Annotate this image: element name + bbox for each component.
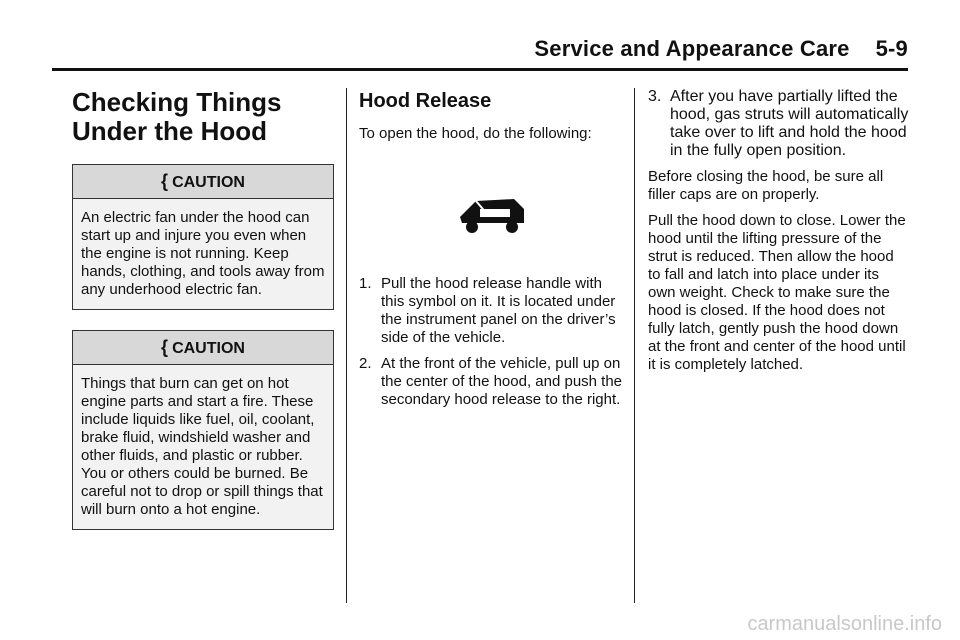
right-column (648, 88, 910, 382)
caution-header-1 (73, 165, 333, 199)
header-rule (52, 68, 908, 71)
left-column (72, 88, 334, 530)
paragraph-filler-caps: Before closing the hood, be sure all filler caps are on properly. (648, 168, 884, 203)
caution-label: CAUTION (172, 340, 245, 357)
list-item: 1. Pull the hood release handle with this symbol on it. It is located under the instrument panel on the driver’s side of the vehicle. (359, 275, 616, 346)
list-item: 2. At the front of the vehicle, pull up on the center of the hood, and push the secondary hood release to the right. (359, 355, 623, 408)
caution-box-2 (72, 330, 334, 530)
section-title: Service and Appearance Care (534, 36, 850, 61)
watermark: carmanualsonline.info (747, 613, 942, 635)
caution-text-2: Things that burn can get on hot engine parts and start a fire. These include liquids like fuel, oil, coolant, brake fluid, windshield washer and other fluids, and plastic or rubber. You or others could be burned. Be careful not to drop or spill things that will burn onto a hot engine. (81, 375, 323, 518)
section-heading: Hood Release (359, 90, 492, 112)
middle-column (359, 88, 624, 417)
caution-icon: { (161, 337, 169, 357)
hood-release-icon (359, 195, 624, 235)
list-item: 3. After you have partially lifted the hood, gas struts will automatically take over to lift and hold the hood in the fully open position. (648, 88, 909, 159)
column-divider-1 (346, 88, 347, 603)
title-line-2: Under the Hood (72, 116, 267, 146)
caution-body-1 (73, 199, 333, 309)
page-number: 5-9 (875, 36, 908, 61)
caution-icon: { (161, 171, 169, 191)
caution-label: CAUTION (172, 174, 245, 191)
caution-box-1 (72, 164, 334, 310)
paragraph-close-hood: Pull the hood down to close. Lower the hood until the lifting pressure of the strut is reduced. Then allow the hood to fall and latch into place under its own weight. Check to make sure the hood is closed. If the hood does not fully latch, gently push the hood down at the front and center of the hood until it is completely latched. (648, 212, 906, 373)
caution-body-2 (73, 365, 333, 529)
intro-text: To open the hood, do the following: (359, 125, 592, 142)
page-header (534, 36, 908, 62)
steps-list (359, 275, 624, 409)
page-title (72, 88, 334, 146)
caution-header-2 (73, 331, 333, 365)
title-line-1: Checking Things (72, 87, 282, 117)
column-divider-2 (634, 88, 635, 603)
caution-text-1: An electric fan under the hood can start up and injure you even when the engine is not running. Keep hands, clothing, and tools away from any underhood electric fan. (81, 209, 325, 298)
